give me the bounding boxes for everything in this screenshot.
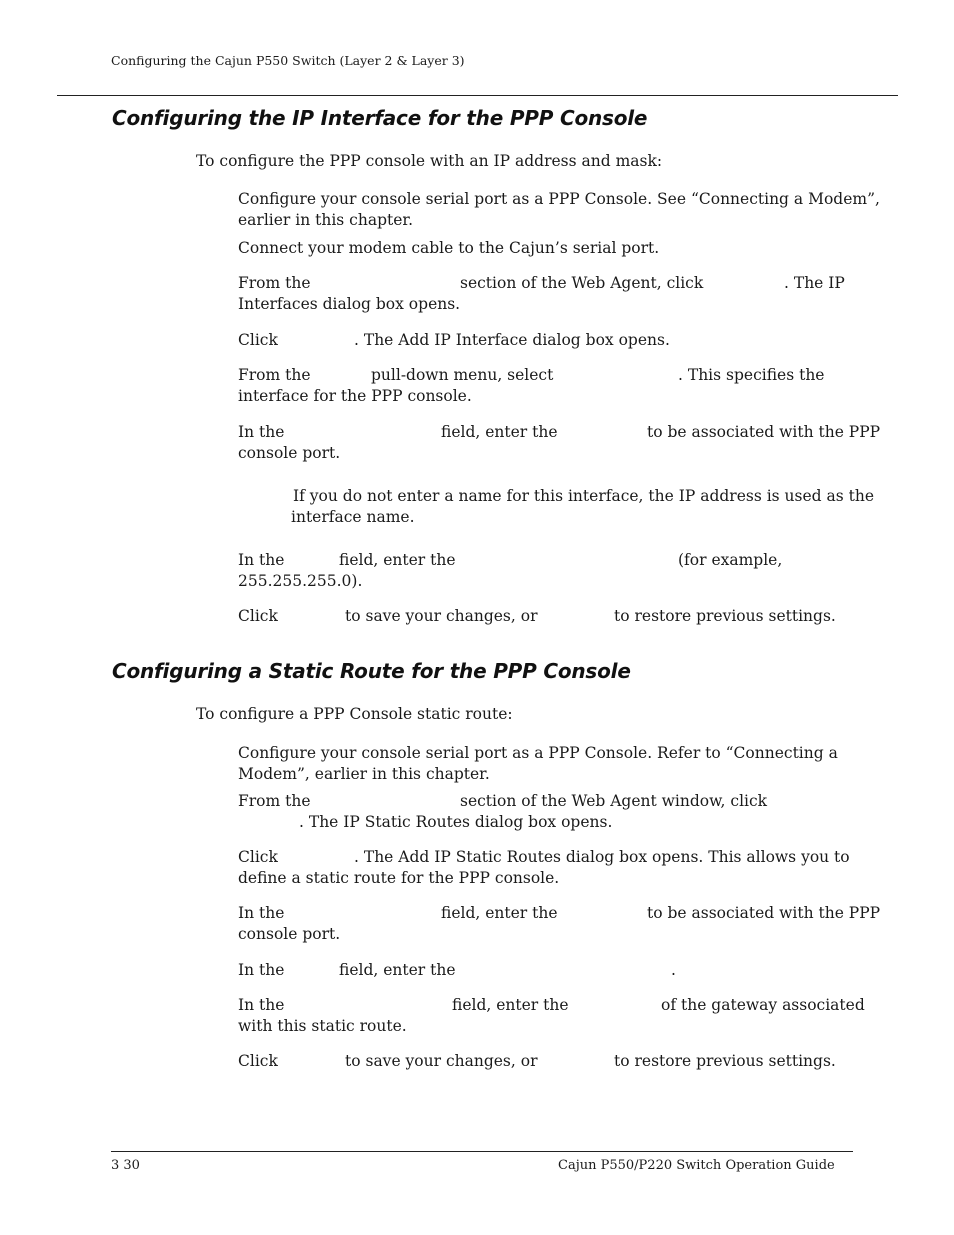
note-text: interface name. (291, 507, 415, 526)
procedure-step (238, 422, 881, 463)
running-head: Configuring the Cajun P550 Switch (Layer 2 & Layer 3) (111, 53, 465, 68)
procedure-step (238, 238, 870, 259)
step-text: with this static route. (238, 1016, 407, 1035)
step-text: field, enter the (441, 904, 558, 922)
step-text: In the (238, 996, 285, 1014)
step-text: . The IP Static Routes dialog box opens. (299, 812, 613, 831)
step-text: . This specifies the (678, 366, 825, 384)
section-heading-ip-interface: Configuring the IP Interface for the PPP Console (112, 106, 648, 130)
procedure-step (238, 743, 870, 784)
procedure-step (238, 847, 870, 888)
step-text: Configure your console serial port as a PPP Console. Refer to “Connecting a (238, 744, 838, 762)
page-number: 3 30 (111, 1158, 140, 1173)
footer-rule (111, 1151, 853, 1152)
step-text: From the (238, 366, 311, 384)
step-text: In the (238, 551, 285, 569)
procedure-step (238, 995, 870, 1036)
step-text: In the (238, 904, 285, 922)
step-text: Click (238, 607, 278, 625)
procedure-step (238, 365, 870, 406)
procedure-step (238, 189, 880, 230)
step-text: to be associated with the PPP (647, 423, 881, 441)
step-text: (for example, (678, 551, 783, 569)
step-text: field, enter the (339, 551, 456, 569)
step-text: field, enter the (452, 996, 569, 1014)
step-text: 255.255.255.0). (238, 571, 363, 590)
step-text: . The Add IP Interface dialog box opens. (354, 331, 670, 349)
step-text: console port. (238, 924, 341, 943)
section-intro: To configure the PPP console with an IP address and mask: (196, 152, 663, 170)
step-text: define a static route for the PPP console. (238, 868, 560, 887)
step-text: pull-down menu, select (371, 366, 554, 384)
step-text: section of the Web Agent, click (460, 274, 704, 292)
step-text: In the (238, 423, 285, 441)
step-text: section of the Web Agent window, click (460, 792, 768, 810)
procedure-step (238, 791, 870, 832)
step-text: . The IP (784, 274, 845, 292)
step-text: field, enter the (339, 961, 456, 979)
step-text: console port. (238, 443, 341, 462)
step-text: Interfaces dialog box opens. (238, 294, 461, 313)
procedure-step (238, 550, 870, 591)
step-text: interface for the PPP console. (238, 386, 472, 405)
step-text: Modem”, earlier in this chapter. (238, 764, 490, 783)
note-text: If you do not enter a name for this interface, the IP address is used as the (293, 487, 875, 505)
step-text: Click (238, 1052, 278, 1070)
procedure-step (238, 606, 870, 627)
procedure-step (238, 903, 881, 944)
step-text: to save your changes, or (345, 1052, 538, 1070)
step-text: of the gateway associated (661, 996, 865, 1014)
step-text: . The Add IP Static Routes dialog box opens. This allows you to (354, 848, 850, 866)
step-text: . (671, 961, 676, 979)
procedure-step (238, 330, 870, 351)
step-text: Configure your console serial port as a PPP Console. See “Connecting a Modem”, (238, 190, 880, 208)
step-text: In the (238, 961, 285, 979)
section-heading-static-route: Configuring a Static Route for the PPP Console (112, 659, 631, 683)
step-text: Connect your modem cable to the Cajun’s serial port. (238, 239, 660, 257)
procedure-step (238, 960, 870, 981)
procedure-step (238, 273, 870, 314)
step-text: Click (238, 331, 278, 349)
step-text: Click (238, 848, 278, 866)
step-text: to save your changes, or (345, 607, 538, 625)
step-text: From the (238, 274, 311, 292)
step-text: to be associated with the PPP (647, 904, 881, 922)
step-text: to restore previous settings. (614, 607, 836, 625)
step-text: field, enter the (441, 423, 558, 441)
step-text: From the (238, 792, 311, 810)
procedure-step (238, 1051, 870, 1072)
header-rule (57, 95, 898, 96)
note (291, 486, 875, 527)
step-text: earlier in this chapter. (238, 210, 414, 229)
step-text: to restore previous settings. (614, 1052, 836, 1070)
section-intro: To configure a PPP Console static route: (196, 705, 513, 723)
guide-title: Cajun P550/P220 Switch Operation Guide (558, 1158, 835, 1173)
